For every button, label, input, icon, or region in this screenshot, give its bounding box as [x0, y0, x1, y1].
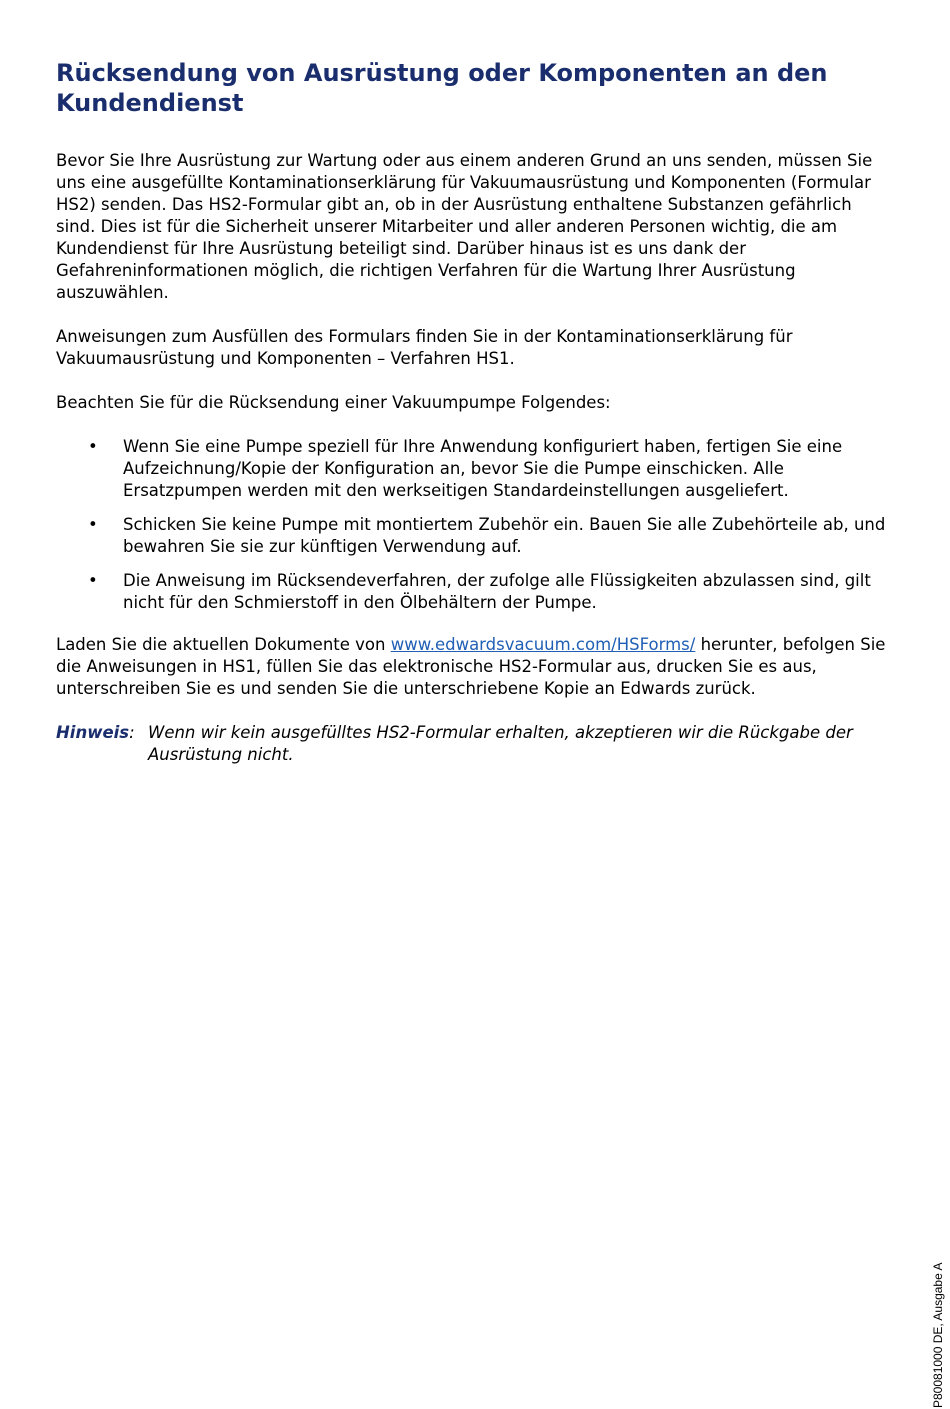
document-code: P80081000 DE, Ausgabe A — [931, 1262, 945, 1408]
list-item — [56, 436, 896, 502]
list-item — [56, 514, 896, 558]
bullet-icon: • — [88, 437, 98, 456]
download-text-before: Laden Sie die aktuellen Dokumente von — [56, 635, 391, 654]
pump-intro-paragraph: Beachten Sie für die Rücksendung einer Vakuumpumpe Folgendes: — [56, 393, 611, 412]
note-label — [56, 722, 148, 766]
intro-paragraph: Bevor Sie Ihre Ausrüstung zur Wartung oder aus einem anderen Grund an uns senden, müssen Sie uns eine ausgefüllte Kontaminationserklärung für Vakuumausrüstung und Komponenten (Formular HS2) senden. Das HS2-Formular gibt an, ob in der Ausrüstung enthaltene Substanzen gefährlich sind. Dies ist für die Sicherheit unserer Mitarbeiter und aller anderen Personen wichtig, die am Kundendienst für Ihre Ausrüstung beteiligt sind. Darüber hinaus ist es uns dank der Gefahreninformationen möglich, die richtigen Verfahren für die Wartung Ihrer Ausrüstung auszuwählen. — [56, 151, 873, 302]
bullet-icon: • — [88, 571, 98, 590]
note-text: Wenn wir kein ausgefülltes HS2-Formular erhalten, akzeptieren wir die Rückgabe der Ausrüstung nicht. — [148, 723, 853, 764]
document-page — [56, 58, 896, 766]
list-item-text: Schicken Sie keine Pumpe mit montiertem Zubehör ein. Bauen Sie alle Zubehörteile ab, und bewahren Sie sie zur künftigen Verwendung auf. — [123, 515, 886, 556]
bullet-icon: • — [88, 515, 98, 534]
pump-return-list — [56, 436, 896, 614]
note-keyword: Hinweis — [56, 723, 130, 742]
note-colon: : — [129, 723, 135, 742]
download-text-after: herunter, befolgen Sie die Anweisungen in HS1, füllen Sie das elektronische HS2-Formular aus, drucken Sie es aus, unterschreiben Sie es und senden Sie die unterschriebene Kopie an Edwards zurück. — [56, 635, 886, 698]
note-block — [56, 722, 896, 766]
list-item — [56, 570, 896, 614]
download-paragraph — [56, 634, 896, 700]
page-title: Rücksendung von Ausrüstung oder Komponenten an den Kundendienst — [56, 59, 828, 117]
list-item-text: Wenn Sie eine Pumpe speziell für Ihre Anwendung konfiguriert haben, fertigen Sie eine Aufzeichnung/Kopie der Konfiguration an, bevor Sie die Pumpe einschicken. Alle Ersatzpumpen werden mit den werkseitigen Standardeinstellungen ausgeliefert. — [123, 437, 843, 500]
hsforms-link[interactable]: www.edwardsvacuum.com/HSForms/ — [390, 635, 696, 654]
list-item-text: Die Anweisung im Rücksendeverfahren, der zufolge alle Flüssigkeiten abzulassen sind, gilt nicht für den Schmierstoff in den Ölbehältern der Pumpe. — [123, 571, 871, 612]
instructions-paragraph: Anweisungen zum Ausfüllen des Formulars finden Sie in der Kontaminationserklärung für Vakuumausrüstung und Komponenten – Verfahren HS1. — [56, 327, 793, 368]
